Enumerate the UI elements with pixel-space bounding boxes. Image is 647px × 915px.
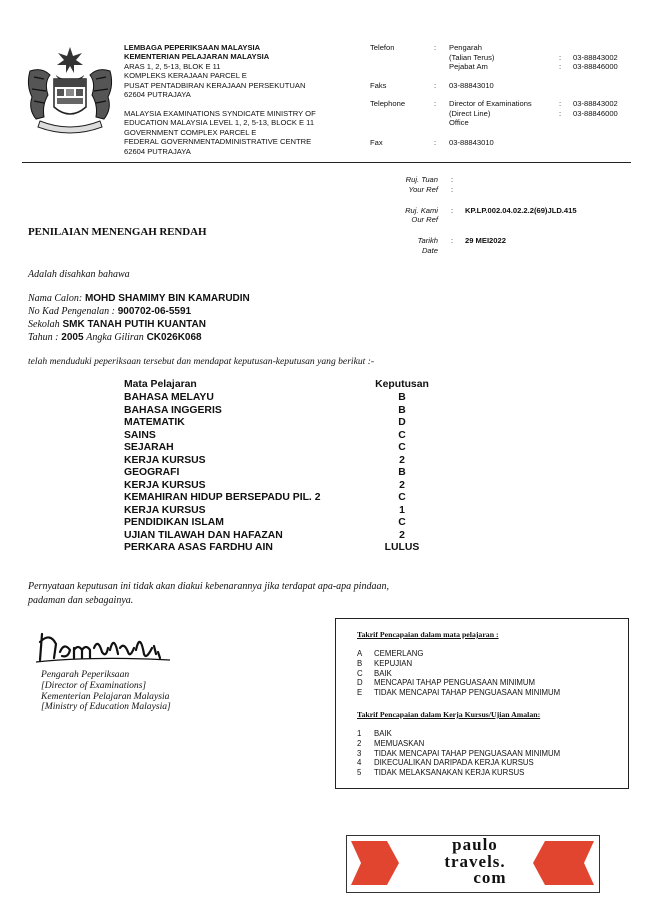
disclaimer-line: Pernyataan keputusan ini tidak akan diakui kebenarannya jika terdapat apa-apa pindaan, (28, 581, 389, 592)
signatory-line: [Director of Examinations] (41, 679, 147, 691)
phone-number: 03-88846000 (573, 62, 618, 71)
school-label: Sekolah (28, 319, 60, 330)
candidate-name: MOHD SHAMIMY BIN KAMARUDIN (84, 293, 250, 304)
legend-key: A (357, 649, 363, 658)
legend-key: 5 (357, 768, 362, 778)
legend-key: 4 (357, 758, 362, 768)
fax-label: Fax (370, 137, 383, 147)
result-row (124, 467, 444, 480)
subject-grade: LULUS (384, 542, 420, 553)
legend-text: TIDAK MELAKSANAKAN KERJA KURSUS (374, 768, 525, 778)
legend-subject-item (357, 688, 560, 698)
subject-name: MATEMATIK (124, 417, 185, 428)
subject-name: PENDIDIKAN ISLAM (124, 517, 224, 528)
colon: : (559, 99, 562, 108)
org-line: ARAS 1, 2, 5-13, BLOK E 11 (124, 61, 221, 71)
ruj-kami-label: Ruj. Kami (405, 205, 438, 215)
colon: : (559, 62, 562, 71)
results-header (124, 379, 444, 392)
subject-grade: 2 (399, 454, 405, 466)
fax-number: 03-88843010 (449, 137, 494, 147)
result-row (124, 455, 444, 468)
org-address-english (124, 109, 364, 156)
legend-subject-item (357, 669, 560, 679)
candidate-ic: 900702-06-5591 (117, 306, 192, 317)
certify-text: Adalah disahkan bahawa (28, 269, 130, 280)
org-line: MALAYSIA EXAMINATIONS SYNDICATE MINISTRY OF (124, 109, 316, 118)
legend-course-item (357, 758, 560, 768)
legend-key: D (357, 678, 363, 688)
subject-name: KEMAHIRAN HIDUP BERSEPADU PIL. 2 (124, 492, 321, 503)
org-line: FEDERAL GOVERNMENTADMINISTRATIVE CENTRE (124, 137, 312, 147)
subject-name: KERJA KURSUS (124, 479, 206, 491)
subject-grade: C (398, 492, 406, 503)
legend-subject-list (357, 649, 560, 698)
ic-label: No Kad Pengenalan : (28, 306, 115, 317)
legend-course-list (357, 729, 560, 778)
signatory-block (41, 670, 171, 713)
org-line: LEMBAGA PEPERIKSAAN MALAYSIA (124, 43, 261, 52)
signatory-line: Pengarah Peperiksaan (41, 669, 130, 680)
colon: : (451, 236, 454, 245)
legend-subject-item (357, 649, 560, 659)
subject-grade: B (398, 392, 406, 403)
org-name-malay (124, 43, 364, 62)
colon: : (559, 52, 562, 62)
subject-grade: B (398, 467, 406, 478)
subject-name: GEOGRAFI (124, 467, 180, 478)
result-row (124, 480, 444, 493)
legend-key: 1 (357, 729, 362, 738)
result-row (124, 492, 444, 505)
telephone-desc: Office (449, 118, 469, 127)
subject-header: Mata Pelajaran (124, 379, 197, 390)
index-label: Angka Giliran (86, 332, 144, 343)
result-row (124, 442, 444, 455)
legend-text: BAIK (374, 668, 392, 678)
crest-logo (22, 45, 118, 137)
candidate-ic-row (28, 305, 191, 318)
legend-text: BAIK (374, 729, 392, 738)
phone-number: 03-88846000 (573, 108, 618, 118)
subject-name: KERJA KURSUS (124, 504, 206, 516)
org-line: KOMPLEKS KERAJAAN PARCEL E (124, 71, 247, 81)
legend-key: 2 (357, 738, 362, 748)
legend-subject-title: Takrif Pencapaian dalam mata pelajaran : (357, 630, 499, 639)
date-value: 29 MEI2022 (465, 236, 506, 245)
legend-course-item (357, 739, 560, 749)
telefon-label: Telefon (370, 43, 395, 52)
subject-grade: 2 (399, 479, 405, 491)
faks-label: Faks (370, 80, 387, 90)
org-line: KEMENTERIAN PELAJARAN MALAYSIA (124, 52, 270, 62)
ruj-tuan-label: Ruj. Tuan (405, 175, 438, 184)
subject-grade: C (398, 429, 406, 441)
legend-text: MENCAPAI TAHAP PENGUASAAN MINIMUM (374, 678, 536, 688)
subject-grade: B (398, 404, 406, 416)
legend-text: MEMUASKAN (374, 738, 425, 748)
candidate-name-row (28, 292, 250, 305)
org-line: EDUCATION MALAYSIA LEVEL 1, 2, 5-13, BLOCK E 11 (124, 118, 315, 128)
fax-number: 03-88843010 (449, 80, 494, 90)
phone-number: 03-88843002 (573, 52, 618, 62)
telephone-desc: Director of Examinations (449, 99, 532, 108)
legend-subject-item (357, 659, 560, 669)
subject-name: BAHASA INGGERIS (124, 404, 222, 416)
watermark-line: com (473, 868, 507, 887)
legend-course-title: Takrif Pencapaian dalam Kerja Kursus/Ujian Amalan: (357, 710, 541, 719)
our-ref-label: Our Ref (411, 215, 438, 224)
document-title: PENILAIAN MENENGAH RENDAH (28, 226, 207, 238)
subject-grade: C (398, 442, 406, 453)
colon: : (434, 80, 437, 90)
candidate-index: CK026K068 (146, 332, 202, 343)
org-line: 62604 PUTRAJAYA (124, 90, 191, 100)
legend-text: DIKECUALIKAN DARIPADA KERJA KURSUS (374, 758, 534, 768)
candidate-school: SMK TANAH PUTIH KUANTAN (62, 319, 206, 330)
result-header: Keputusan (375, 379, 429, 390)
colon: : (451, 205, 454, 215)
date-label: Date (421, 245, 438, 255)
org-line: PUSAT PENTADBIRAN KERAJAAN PERSEKUTUAN (124, 80, 306, 90)
org-line: GOVERNMENT COMPLEX PARCEL E (124, 127, 257, 137)
legend-course-item (357, 749, 560, 759)
result-row (124, 430, 444, 443)
legend-text: KEPUJIAN (374, 658, 413, 668)
result-row (124, 530, 444, 543)
candidate-school-row (28, 318, 206, 331)
legend-key: B (357, 658, 363, 668)
watermark-line: paulo (452, 835, 498, 854)
subject-name: SEJARAH (124, 442, 174, 453)
year-label: Tahun : (28, 332, 59, 343)
colon: : (451, 184, 454, 194)
result-row (124, 405, 444, 418)
legend-key: 3 (357, 748, 362, 758)
candidate-year-row (28, 331, 202, 344)
result-row (124, 417, 444, 430)
legend-course-item (357, 768, 560, 778)
grade-legend-box (335, 618, 629, 789)
subject-name: SAINS (124, 429, 156, 441)
legend-text: CEMERLANG (374, 649, 424, 658)
our-ref-value: KP.LP.002.04.02.2.2(69)JLD.415 (465, 205, 577, 215)
result-row (124, 505, 444, 518)
signature (34, 624, 174, 670)
telefon-desc: Pejabat Am (449, 62, 488, 71)
telephone-desc: (Direct Line) (449, 108, 491, 118)
legend-key: C (357, 668, 363, 678)
signatory-line: Kementerian Pelajaran Malaysia (41, 690, 170, 702)
subject-name: KERJA KURSUS (124, 454, 206, 466)
phone-number: 03-88843002 (573, 99, 618, 108)
subject-grade: C (398, 517, 406, 528)
result-row (124, 517, 444, 530)
telefon-desc: Pengarah (449, 43, 482, 52)
org-address-malay (124, 62, 364, 100)
header-divider (22, 162, 631, 163)
signatory-line: [Ministry of Education Malaysia] (41, 701, 171, 713)
legend-text: TIDAK MENCAPAI TAHAP PENGUASAAN MINIMUM (374, 748, 561, 758)
disclaimer-line: padaman dan sebagainya. (28, 595, 134, 606)
telefon-desc: (Talian Terus) (449, 52, 495, 62)
result-row (124, 392, 444, 405)
legend-course-item (357, 729, 560, 739)
colon: : (451, 175, 454, 184)
subject-name: UJIAN TILAWAH DAN HAFAZAN (124, 529, 283, 541)
tarikh-label: Tarikh (417, 236, 438, 245)
colon: : (559, 108, 562, 118)
subject-grade: 2 (399, 529, 405, 541)
result-row (124, 542, 444, 555)
org-line: 62604 PUTRAJAYA (124, 146, 191, 156)
subject-name: BAHASA MELAYU (124, 392, 214, 403)
subject-name: PERKARA ASAS FARDHU AIN (124, 542, 273, 553)
subject-grade: 1 (399, 504, 405, 516)
legend-subject-item (357, 678, 560, 688)
colon: : (434, 99, 437, 108)
watermark-line: travels. (444, 851, 506, 871)
candidate-year: 2005 (61, 332, 84, 343)
name-label: Nama Calon: (28, 293, 83, 304)
colon: : (434, 43, 437, 52)
your-ref-label: Your Ref (408, 184, 438, 194)
subject-grade: D (398, 417, 406, 428)
legend-key: E (357, 688, 363, 698)
paulo-travels-watermark (346, 835, 600, 893)
intro-text: telah menduduki peperiksaan tersebut dan mendapat keputusan-keputusan yang berikut :- (28, 356, 375, 367)
colon: : (434, 137, 437, 147)
legend-text: TIDAK MENCAPAI TAHAP PENGUASAAN MINIMUM (374, 688, 561, 698)
telephone-label: Telephone (370, 99, 406, 108)
